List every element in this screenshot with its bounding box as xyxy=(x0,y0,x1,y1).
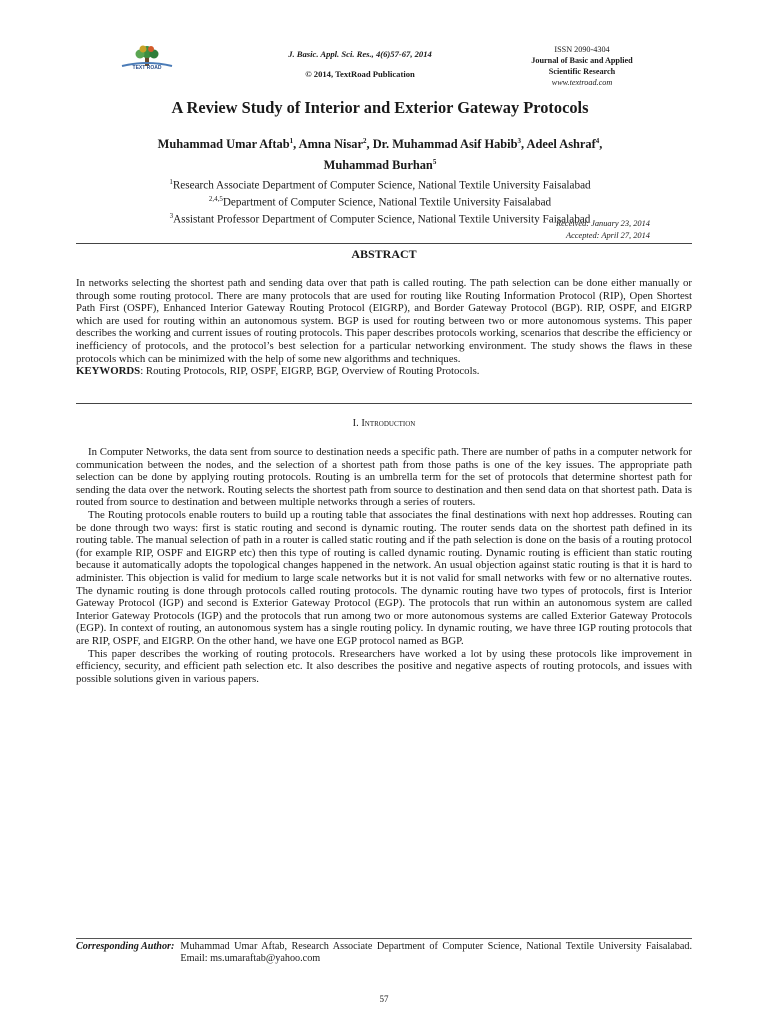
copyright: © 2014, TextRoad Publication xyxy=(305,69,415,79)
affiliation-superscript: 2,4,5 xyxy=(208,194,223,203)
introduction-body xyxy=(76,446,692,685)
intro-paragraph: In Computer Networks, the data sent from source to destination needs a specific path. There are number of paths in a computer network for communication between the nodes, and the selection of a shortest path from those paths is one of the key issues. The appropriate path selection can be done by applying routing protocols. Routing is an umbrella term for the set of protocols that determine shortest path for sending the data over the network. Routing selects the shortest path from source to destination and then send data on that shortest path. Data is routed from source to destination and between multiple networks through a series of routers. xyxy=(76,446,692,509)
journal-name-line1: Journal of Basic and Applied xyxy=(531,56,633,65)
keywords-label: KEYWORDS xyxy=(76,365,141,378)
author-superscript: 5 xyxy=(432,158,437,167)
submission-dates xyxy=(440,218,650,242)
author-separator: , xyxy=(599,137,603,152)
section-heading-introduction xyxy=(76,418,692,429)
author-superscript: 4 xyxy=(595,137,600,145)
footnote-rule xyxy=(76,938,692,939)
affiliation-text: Department of Computer Science, National Textile University Faisalabad xyxy=(222,196,552,209)
intro-paragraph: The Routing protocols enable routers to build up a routing table that associates the final destinations with next hop addresses. Routing can be done through two ways: first is static routing and second is dynamic routing. The router sends data on the shortest path defined in its routing table. The manual selection of path in a router is called static routing and if the path selection is done on the basis of a routing protocol (for example RIP, OSPF and EIGRP etc) then this type of routing is called dynamic routing. Dynamic routing is efficient than static routing because it automatically adopts the topological changes happened in the network. An usual objection against static routing is that it is hard to administer. This objection is valid for medium to large scale networks but it is not valid for small networks with few or no alternative routes. The dynamic routing is done through protocols called routing protocols. The dynamic routing have two types of protocols, first is Interior Gateway Protocol (IGP) and second is Exterior Gateway Protocol (EGP). The protocols that run within an autonomous system are called Interior Gateway Protocols (IGP) and the protocols that run among two or more autonomous systems are called Exterior Gateway Protocols (EGP). In context of routing, an autonomous system has a single routing policy. In dynamic routing, we have three IGP routing protocols that are RIP, OSPF, and EIGRP. On the other hand, we have one EGP protocol named as BGP. xyxy=(76,508,692,647)
section-number: I. xyxy=(352,418,362,429)
abstract-text: In networks selecting the shortest path and sending data over that path is called routing. The path selection can be done either manually or through some routing protocol. There are many protocols that are used for routing like Routing Information Protocol (RIP), Open Shortest Path First (OSPF), Enhanced Interior Gateway Routing Protocol (EIGRP), and Border Gateway Protocol (BGP). RIP, OSPF, and EIGRP which are used for routing within an autonomous system. BGP is used for routing between two or more autonomous systems. This paper describes the working and current issues of routing protocols. This paper describes protocols working, scenarios that describe the efficiency or inefficiency of protocols, and the protocol’s best selection for a particular networking environment. The study shows the flaws in these protocols which can be minimized with the help of some new algorithms and techniques. xyxy=(76,277,692,365)
received-date: Received: January 23, 2014 xyxy=(556,219,650,228)
journal-name-line2: Scientific Research xyxy=(548,67,616,76)
author-name: Adeel Ashraf xyxy=(526,137,596,152)
author-list xyxy=(100,132,660,174)
affiliation-superscript: 3 xyxy=(169,211,174,220)
citation: J. Basic. Appl. Sci. Res., 4(6)57-67, 2014 xyxy=(288,49,432,59)
affiliation-text: Assistant Professor Department of Computer Science, National Textile University Faisalabad xyxy=(173,213,591,226)
abstract-top-rule xyxy=(76,243,692,244)
journal-header xyxy=(240,44,480,84)
keywords-text: : Routing Protocols, RIP, OSPF, EIGRP, BGP, Overview of Routing Protocols. xyxy=(140,365,480,378)
abstract-bottom-rule xyxy=(76,403,692,404)
author-superscript: 1 xyxy=(289,137,294,145)
author-name: Dr. Muhammad Asif Habib xyxy=(372,137,518,152)
author-name: Muhammad Umar Aftab xyxy=(157,137,290,152)
author-superscript: 2 xyxy=(363,137,367,145)
journal-logo xyxy=(116,44,178,74)
abstract-heading: ABSTRACT xyxy=(351,247,417,261)
accepted-date: Accepted: April 27, 2014 xyxy=(565,231,650,240)
corresponding-label: Corresponding Author: xyxy=(76,941,175,952)
corresponding-author xyxy=(76,941,692,966)
affiliation-line xyxy=(100,193,660,210)
author-separator: , xyxy=(366,137,373,152)
author-separator: , xyxy=(293,137,299,152)
affiliation-text: Research Associate Department of Computer Science, National Textile University Faisalabad xyxy=(172,179,591,192)
abstract-body xyxy=(76,277,692,378)
journal-info xyxy=(512,44,652,88)
intro-paragraph: This paper describes the working of routing protocols. Rresearchers have worked a lot by using these protocols like improvement in efficiency, security, and efficient path selection etc. It also describes the positive and negative aspects of routing protocols, and issues with possible solutions given in various papers. xyxy=(76,647,692,685)
author-superscript: 3 xyxy=(517,137,522,145)
author-name: Amna Nisar xyxy=(298,137,363,152)
issn: ISSN 2090-4304 xyxy=(554,45,610,54)
paper-title: A Review Study of Interior and Exterior Gateway Protocols xyxy=(171,98,589,117)
journal-url[interactable]: www.textroad.com xyxy=(551,78,613,87)
corresponding-text: Muhammad Umar Aftab, Research Associate Department of Computer Science, National Textile University Faisalabad. Email: ms.umaraftab@yahoo.com xyxy=(180,941,692,965)
author-name: Muhammad Burhan xyxy=(323,158,433,173)
author-separator: , xyxy=(521,137,527,152)
keywords xyxy=(76,365,692,378)
page-number: 57 xyxy=(379,994,389,1004)
affiliation-line xyxy=(100,176,660,193)
affiliation-superscript: 1 xyxy=(169,178,173,186)
logo-text: TEXT ROAD xyxy=(132,65,162,71)
section-title: Introduction xyxy=(361,418,416,429)
